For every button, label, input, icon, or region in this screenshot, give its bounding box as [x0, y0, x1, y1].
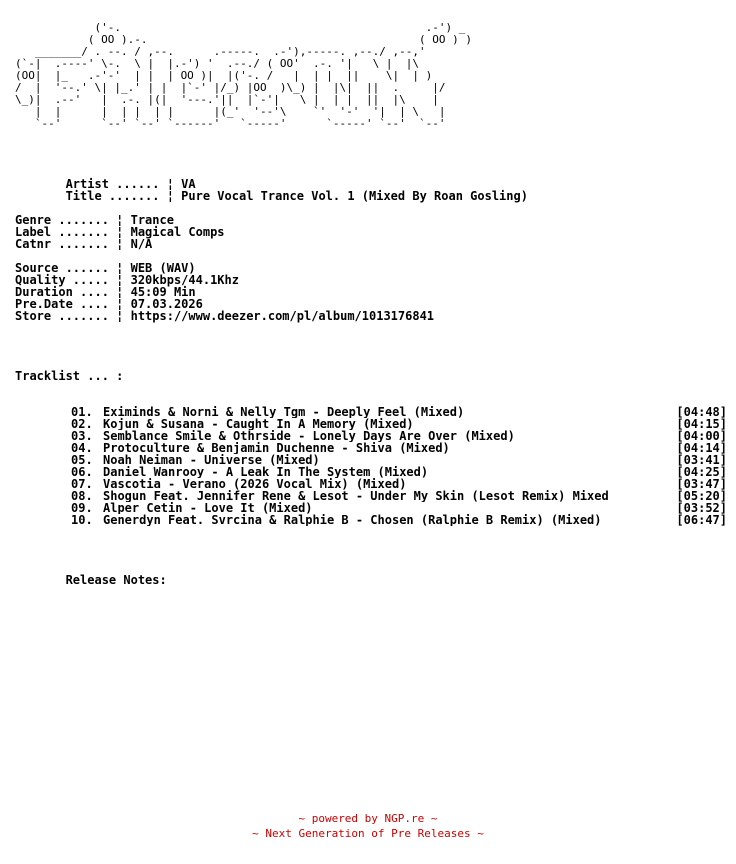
track-title: Noah Neiman - Universe (Mixed) [103, 454, 320, 466]
track-row [15, 454, 727, 466]
store-row [15, 310, 730, 322]
ascii-logo: ('-. .-') _ ( OO ).-. ( OO ) ) _______/ . --. / ,--. .-----. .-'),-----. ,--./ ,--,' (`-| .----' \-. \ | |.-') ' .--./ ( OO' .-. '| \ | |\ (OO| |_ .-'-' | | | OO )| |('-. / | | | || \| | ) / | '--.' \| |_.' | | |`-' |/_) |OO )\_) | |\| || . |/ \_)| .--' | .-. |(| '---.'|| |`-'| \ | | | || |\ | | | | | | | | |(_' '--'\ `' '-' '| | \ | `--' `--' `--' `------' `-----' `-----' `--' `--' [15, 22, 472, 130]
title-row [15, 190, 730, 202]
spacer [15, 526, 730, 574]
track-duration: [04:48] [676, 405, 727, 419]
store-label: Store ....... ¦ [15, 309, 131, 323]
track-duration: [06:47] [676, 513, 727, 527]
track-title: Kojun & Susana - Caught In A Memory (Mixed) [103, 418, 414, 430]
source-value: WEB (WAV) [130, 261, 196, 275]
artist-label: Artist ...... ¦ [65, 177, 182, 191]
track-duration: [04:15] [676, 417, 727, 431]
footer-tagline-link[interactable]: ~ Next Generation of Pre Releases ~ [252, 827, 484, 840]
track-title: Alper Cetin - Love It (Mixed) [103, 502, 313, 514]
genre-value: Trance [130, 213, 174, 227]
track-duration: [03:52] [676, 501, 727, 515]
track-number: 08. [71, 489, 93, 503]
track-number: 09. [71, 501, 93, 515]
track-number: 07. [71, 477, 93, 491]
track-title: Generdyn Feat. Svrcina & Ralphie B - Chosen (Ralphie B Remix) (Mixed) [103, 514, 602, 526]
label-label: Label ....... ¦ [15, 225, 131, 239]
track-title: Semblance Smile & Othrside - Lonely Days Are Over (Mixed) [103, 430, 515, 442]
title-label: Title ....... ¦ [65, 189, 182, 203]
store-link[interactable]: https://www.deezer.com/pl/album/1013176841 [130, 309, 435, 323]
track-row [15, 490, 727, 502]
track-row [15, 406, 727, 418]
track-row [15, 502, 727, 514]
predate-label: Pre.Date .... ¦ [15, 297, 131, 311]
label-value: Magical Comps [130, 225, 225, 239]
track-number: 10. [71, 513, 93, 527]
catnr-row [15, 238, 730, 250]
track-duration: [03:41] [676, 453, 727, 467]
catnr-label: Catnr ....... ¦ [15, 237, 131, 251]
tracklist-heading: Tracklist ... : [15, 369, 124, 383]
track-duration: [05:20] [676, 489, 727, 503]
track-number: 01. [71, 405, 93, 419]
track-row [15, 418, 727, 430]
track-number: 06. [71, 465, 93, 479]
tracklist [15, 406, 730, 526]
track-title: Eximinds & Norni & Nelly Tgm - Deeply Feel (Mixed) [103, 406, 465, 418]
duration-label: Duration .... ¦ [15, 285, 131, 299]
track-number: 05. [71, 453, 93, 467]
footer [0, 811, 736, 841]
track-duration: [04:14] [676, 441, 727, 455]
genre-label: Genre ....... ¦ [15, 213, 131, 227]
track-row [15, 442, 727, 454]
track-title: Vascotia - Verano (2026 Vocal Mix) (Mixed) [103, 478, 407, 490]
catnr-value: N/A [130, 237, 153, 251]
duration-value: 45:09 Min [130, 285, 196, 299]
release-notes-heading: Release Notes: [65, 573, 167, 586]
spacer [15, 382, 730, 406]
track-title: Protoculture & Benjamin Duchenne - Shiva (Mixed) [103, 442, 450, 454]
track-row [15, 514, 727, 526]
track-number: 03. [71, 429, 93, 443]
track-row [15, 430, 727, 442]
track-row [15, 466, 727, 478]
source-label: Source ...... ¦ [15, 261, 131, 275]
artist-value: VA [181, 177, 196, 191]
track-row [15, 478, 727, 490]
nfo-document [15, 22, 730, 586]
footer-powered-by-link[interactable]: ~ powered by NGP.re ~ [298, 812, 438, 825]
track-duration: [04:25] [676, 465, 727, 479]
spacer [15, 322, 730, 370]
track-duration: [03:47] [676, 477, 727, 491]
release-notes-row [15, 574, 730, 586]
title-value: Pure Vocal Trance Vol. 1 (Mixed By Roan Gosling) [181, 189, 528, 203]
predate-value: 07.03.2026 [130, 297, 203, 311]
track-number: 02. [71, 417, 93, 431]
quality-value: 320kbps/44.1Khz [130, 273, 239, 287]
track-title: Daniel Wanrooy - A Leak In The System (Mixed) [103, 466, 429, 478]
track-duration: [04:00] [676, 429, 727, 443]
quality-label: Quality ..... ¦ [15, 273, 131, 287]
track-title: Shogun Feat. Jennifer Rene & Lesot - Under My Skin (Lesot Remix) Mixed [103, 490, 609, 502]
track-number: 04. [71, 441, 93, 455]
